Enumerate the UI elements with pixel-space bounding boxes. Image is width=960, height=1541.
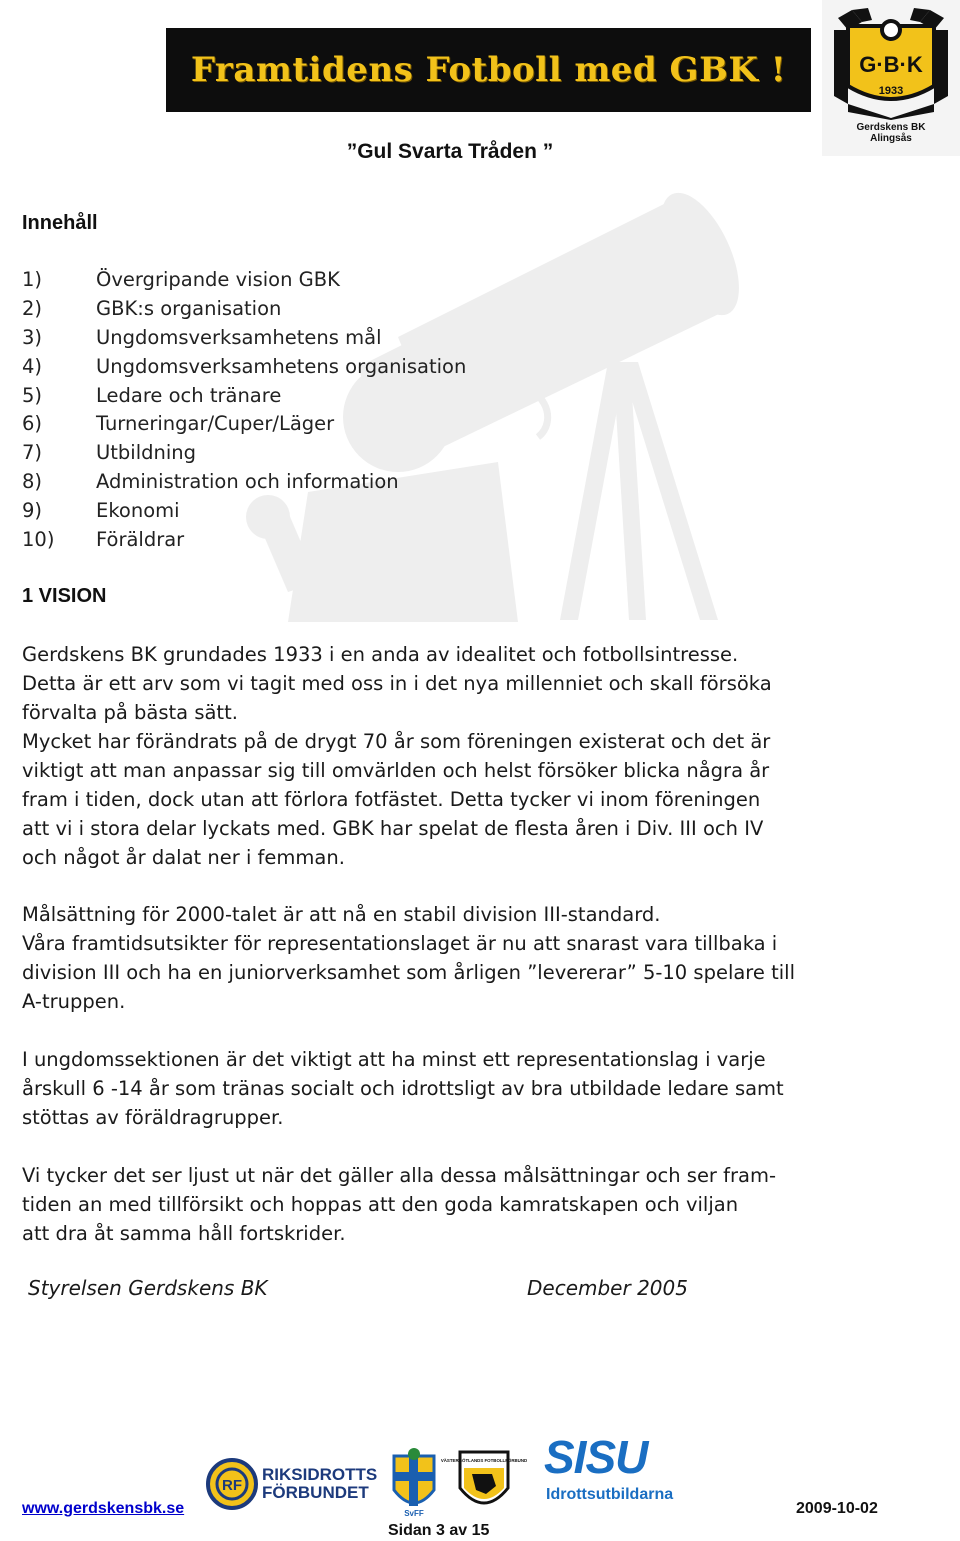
paragraph-line: tiden an med tillförsikt och hoppas att den goda kamratskapen och viljan (22, 1193, 739, 1216)
paragraph-line: A-truppen. (22, 990, 126, 1013)
toc-heading: Innehåll (22, 212, 98, 234)
paragraph-line: Detta är ett arv som vi tagit med oss in i det nya millenniet och skall försöka (22, 672, 772, 695)
paragraph-line: årskull 6 -14 år som tränas socialt och idrottsligt av bra utbildade ledare samt (22, 1077, 784, 1100)
toc-item (22, 497, 466, 526)
toc-item-number: 9) (22, 499, 43, 523)
toc-item-number: 10) (22, 528, 55, 552)
crest-caption (822, 122, 960, 144)
signature-board: Styrelsen Gerdskens BK (28, 1276, 268, 1300)
toc-item-number: 1) (22, 268, 43, 291)
toc-item-label: Ungdomsverksamhetens mål (96, 325, 382, 349)
toc-item-number: 7) (22, 441, 43, 465)
toc-item-number: 2) (22, 296, 43, 320)
club-crest (822, 0, 960, 156)
paragraph-line: förvalta på bästa sätt. (22, 701, 238, 724)
toc-item (22, 468, 466, 497)
paragraph-line: fram i tiden, dock utan att förlora fotfästet. Detta tycker vi inom föreningen (22, 788, 761, 811)
vision-paragraph-outlook (22, 1161, 922, 1248)
vff-label: VÄSTERGÖTLANDS FOTBOLLFÖRBUND (440, 1458, 528, 1463)
paragraph-line: Målsättning för 2000-talet är att nå en stabil division III-standard. (22, 903, 661, 926)
paragraph-line: division III och ha en juniorverksamhet som årligen ”levererar” 5-10 spelare till (22, 961, 795, 984)
logo-sisu (542, 1430, 712, 1514)
toc-list (22, 266, 466, 555)
toc-item-number: 3) (22, 325, 43, 349)
logo-vastergotlands-ff (440, 1448, 528, 1516)
paragraph-line: I ungdomssektionen är det viktigt att ha minst ett representationslag i varje (22, 1048, 766, 1071)
crest-club-name: Gerdskens BK (856, 122, 926, 133)
toc-item-label: Övergripande vision GBK (96, 268, 340, 291)
banner-title: Framtidens Fotboll med GBK ! (190, 50, 787, 90)
paragraph-line: att dra åt samma håll fortskrider. (22, 1222, 346, 1245)
paragraph-line: och något år dalat ner i femman. (22, 846, 345, 869)
crest-emblem-icon (832, 8, 950, 120)
toc-item (22, 266, 466, 295)
rf-emblem-icon (204, 1456, 260, 1512)
toc-item-label: Ungdomsverksamhetens organisation (96, 354, 467, 378)
document-subtitle: ”Gul Svarta Tråden ” (346, 140, 554, 163)
rf-line2: FÖRBUNDET (262, 1483, 369, 1502)
toc-item-number: 8) (22, 470, 43, 494)
paragraph-line: Gerdskens BK grundades 1933 i en anda av idealitet och fotbollsintresse. (22, 643, 739, 666)
toc-item (22, 295, 466, 324)
vision-paragraph-goals (22, 900, 922, 1016)
crest-place: Alingsås (870, 133, 912, 144)
toc-item-number: 5) (22, 383, 43, 407)
toc-item (22, 526, 466, 555)
rf-wordmark (262, 1466, 377, 1502)
toc-item (22, 324, 466, 353)
website-link[interactable]: www.gerdskensbk.se (22, 1500, 185, 1517)
signature-date: December 2005 (527, 1276, 688, 1300)
sisu-tagline: Idrottsutbildarna (546, 1486, 674, 1503)
toc-item (22, 382, 466, 411)
toc-item (22, 439, 466, 468)
header-banner (166, 28, 811, 112)
footer-date: 2009-10-02 (796, 1500, 878, 1517)
toc-item-label: GBK:s organisation (96, 296, 282, 320)
page-number: Sidan 3 av 15 (388, 1522, 490, 1539)
rf-line1: RIKSIDROTTS (262, 1465, 378, 1484)
vision-paragraph-history (22, 640, 922, 872)
crest-letters: G·B·K (859, 52, 923, 77)
section-heading-vision: 1 VISION (22, 585, 107, 607)
toc-item-label: Turneringar/Cuper/Läger (96, 412, 335, 436)
toc-item-label: Administration och information (96, 470, 399, 494)
toc-item-label: Utbildning (96, 441, 197, 465)
logo-svff (390, 1446, 438, 1518)
paragraph-line: Våra framtidsutsikter för representationslaget är nu att snarast vara tillbaka i (22, 932, 778, 955)
toc-item-label: Föräldrar (96, 528, 185, 552)
toc-item-number: 6) (22, 412, 43, 436)
paragraph-line: Mycket har förändrats på de drygt 70 år som föreningen existerat och det är (22, 730, 771, 753)
toc-item-number: 4) (22, 354, 43, 378)
logo-riksidrottsforbundet (204, 1456, 378, 1512)
svff-label: SvFF (404, 1509, 424, 1518)
vision-paragraph-youth (22, 1045, 922, 1132)
toc-item-label: Ledare och tränare (96, 383, 282, 407)
paragraph-line: att vi i stora delar lyckats med. GBK har spelat de flesta åren i Div. III och IV (22, 817, 764, 840)
crest-year: 1933 (878, 85, 904, 97)
paragraph-line: viktigt att man anpassar sig till omvärlden och helst försöker blicka några år (22, 759, 770, 782)
toc-item (22, 353, 466, 382)
toc-item (22, 410, 466, 439)
toc-item-label: Ekonomi (96, 499, 180, 523)
paragraph-line: Vi tycker det ser ljust ut när det gäller alla dessa målsättningar och ser fram- (22, 1164, 777, 1187)
sisu-wordmark: SISU (544, 1431, 648, 1483)
rf-initials: RF (222, 1477, 242, 1494)
paragraph-line: stöttas av föräldragrupper. (22, 1106, 284, 1129)
